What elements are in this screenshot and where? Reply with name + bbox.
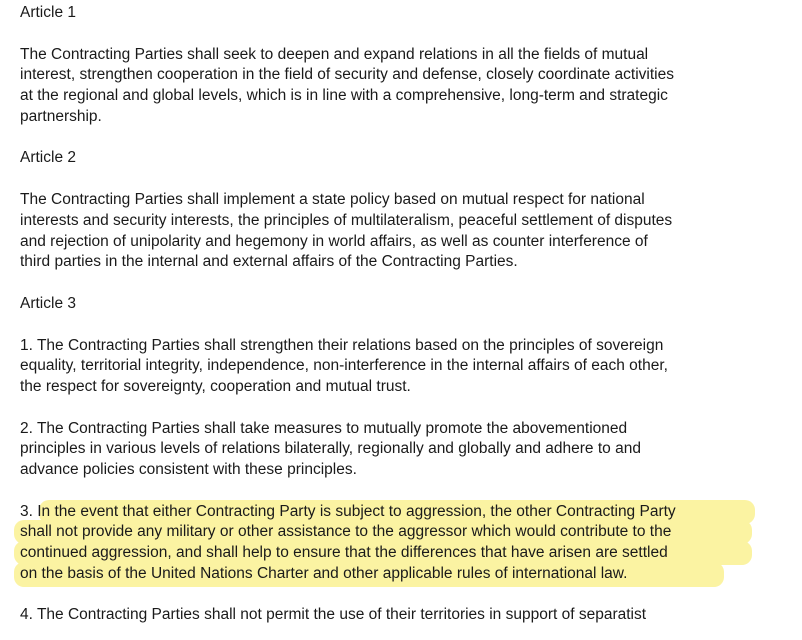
text-line: 4. The Contracting Parties shall not permit the use of their territories in support of separatist <box>20 606 647 624</box>
article-3-paragraph-2 <box>20 419 740 481</box>
text-line: shall not provide any military or other assistance to the aggressor which would contribute to the <box>20 523 672 541</box>
text-line: interests and security interests, the principles of multilateralism, peaceful settlement of disputes <box>20 211 673 229</box>
text-line: interest, strengthen cooperation in the field of security and defense, closely coordinate activities <box>20 66 674 84</box>
article-3-paragraph-3 <box>20 502 740 585</box>
text-line: advance policies consistent with these principles. <box>20 461 357 478</box>
text-line: continued aggression, and shall help to ensure that the differences that have arisen are settled <box>20 544 668 562</box>
article-2-body <box>20 190 740 273</box>
text-line: the respect for sovereignty, cooperation and mutual trust. <box>20 377 411 395</box>
text-line: third parties in the internal and external affairs of the Contracting Parties. <box>20 253 518 271</box>
article-2-heading: Article 2 <box>20 149 76 167</box>
text-line: at the regional and global levels, which is in line with a comprehensive, long-term and strategic <box>20 87 668 105</box>
text-line: and rejection of unipolarity and hegemony in world affairs, as well as counter interference of <box>20 232 648 250</box>
text-line: on the basis of the United Nations Charter and other applicable rules of international law. <box>20 564 628 582</box>
text-line: partnership. <box>20 107 102 125</box>
text-line: 2. The Contracting Parties shall take measures to mutually promote the abovementioned <box>20 419 628 437</box>
text-line: 3. In the event that either Contracting Party is subject to aggression, the other Contracting Party <box>20 502 676 520</box>
article-1-body <box>20 45 740 128</box>
text-line: The Contracting Parties shall implement a state policy based on mutual respect for national <box>20 191 645 209</box>
text-line: principles in various levels of relations bilaterally, regionally and globally and adhere to and <box>20 440 641 458</box>
article-3-heading: Article 3 <box>20 294 76 312</box>
article-1-heading: Article 1 <box>20 4 76 21</box>
text-line: 1. The Contracting Parties shall strengthen their relations based on the principles of sovereign <box>20 336 664 354</box>
document-page <box>20 3 740 626</box>
article-3-paragraph-1 <box>20 336 740 398</box>
text-line: equality, territorial integrity, independence, non-interference in the internal affairs of each other, <box>20 357 668 375</box>
article-3-paragraph-4 <box>20 605 740 626</box>
text-line: The Contracting Parties shall seek to deepen and expand relations in all the fields of mutual <box>20 45 649 63</box>
